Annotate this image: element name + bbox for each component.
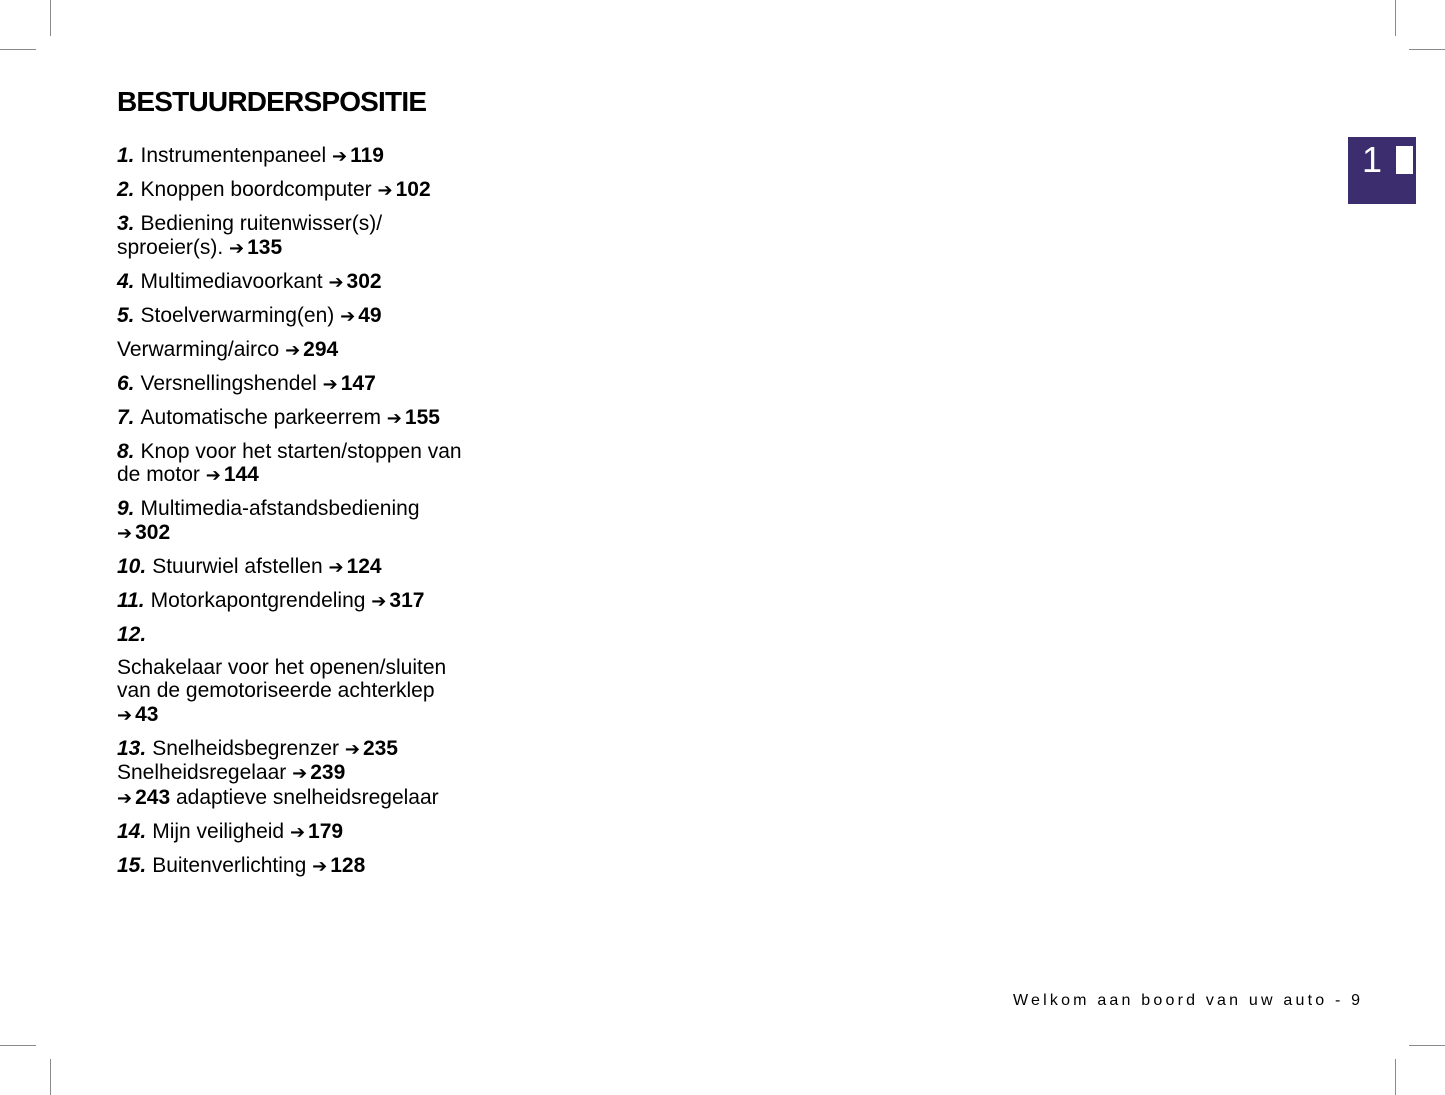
item-number: 10. [117,554,147,578]
item-number: 13. [117,736,147,760]
list-item [117,656,497,728]
list-item [117,623,497,647]
page-reference: 102 [395,178,431,201]
item-label: Buitenverlichting [152,853,313,877]
list-item [117,304,497,329]
arrow-right-icon: ➔ [386,407,402,428]
item-number: 4. [117,269,135,293]
crop-mark-top-left-horizontal [0,49,36,50]
list-item [117,497,497,545]
item-label: Motorkapontgrendeling [150,588,372,612]
page-reference: 235 [362,736,398,760]
item-label: Schakelaar voor het openen/sluiten [117,655,447,679]
page-reference: 155 [404,405,440,429]
list-item [117,212,497,260]
list-item [117,144,497,169]
item-number: 5. [117,303,135,327]
arrow-right-icon: ➔ [344,738,360,759]
page-reference: 144 [223,463,259,486]
item-number: 14. [117,819,147,843]
item-label: Snelheidsregelaar [117,761,293,784]
page-reference: 243 [135,785,171,809]
page-reference: 119 [350,144,384,167]
crop-mark-top-right-vertical [1395,0,1396,36]
list-item [117,555,497,580]
item-label: Stoelverwarming(en) [140,303,341,327]
item-label: Versnellingshendel [140,371,323,395]
item-label: Knop voor het starten/stoppen van [140,439,462,463]
arrow-right-icon: ➔ [328,271,344,292]
crop-mark-bottom-right-vertical [1395,1059,1396,1095]
chapter-tab-notch [1396,146,1413,174]
arrow-right-icon: ➔ [205,465,221,485]
item-label: de motor [117,463,206,486]
arrow-right-icon: ➔ [292,763,308,783]
list-item [117,406,497,431]
item-number: 11. [117,588,145,612]
arrow-right-icon: ➔ [117,704,133,725]
item-label: van de gemotoriseerde achterklep [117,679,435,702]
item-number: 2. [117,178,135,201]
arrow-right-icon: ➔ [371,590,387,611]
item-label: Multimedia-afstandsbediening [140,497,420,520]
arrow-right-icon: ➔ [285,339,301,360]
list-item [117,737,497,811]
crop-mark-bottom-right-horizontal [1409,1045,1445,1046]
arrow-right-icon: ➔ [340,305,356,326]
list-item [117,338,497,363]
arrow-right-icon: ➔ [328,556,344,577]
list-item [117,854,497,879]
item-label: sproeier(s). [117,235,230,259]
page-reference: 124 [346,554,382,578]
page-reference: 302 [135,520,171,544]
list-item [117,178,497,203]
crop-mark-top-right-horizontal [1409,49,1445,50]
page-reference: 239 [310,761,346,784]
list-item [117,372,497,397]
arrow-right-icon: ➔ [229,237,245,258]
item-label-suffix: adaptieve snelheidsregelaar [170,785,439,809]
item-label: Snelheidsbegrenzer [152,736,345,760]
page-footer: Welkom aan boord van uw auto - 9 [1013,992,1364,1009]
item-label: Verwarming/airco [117,337,286,361]
page-reference: 317 [389,588,425,612]
page-reference: 49 [358,303,382,327]
page-reference: 128 [330,853,366,877]
page-reference: 43 [135,702,159,726]
page-reference: 135 [247,235,283,259]
item-label: Mijn veiligheid [152,819,290,843]
item-number: 8. [117,439,135,463]
list-item [117,820,497,845]
item-number: 6. [117,371,135,395]
item-number: 3. [117,212,135,235]
page-reference: 294 [303,337,339,361]
arrow-right-icon: ➔ [322,373,338,394]
chapter-tab-number: 1 [1361,139,1383,180]
arrow-right-icon: ➔ [331,146,348,166]
page-reference: 147 [340,371,376,395]
arrow-right-icon: ➔ [377,180,393,200]
arrow-right-icon: ➔ [117,522,133,543]
list-item [117,270,497,295]
item-number: 7. [117,405,135,429]
item-label: Knoppen boordcomputer [140,178,378,201]
crop-mark-bottom-left-vertical [50,1059,51,1095]
page-reference: 302 [346,269,382,293]
list-item [117,440,497,488]
list-item [117,589,497,614]
item-label: Bediening ruitenwisser(s)/ [140,212,383,235]
crop-mark-top-left-vertical [50,0,51,36]
page-title: BESTUURDERSPOSITIE [117,86,427,117]
crop-mark-bottom-left-horizontal [0,1045,36,1046]
item-label: Multimediavoorkant [140,269,329,293]
item-number: 15. [117,853,147,877]
item-number: 1. [117,144,135,167]
item-number: 9. [117,497,135,520]
item-label: Stuurwiel afstellen [152,554,329,578]
item-number: 12. [117,622,147,646]
entry-list [117,144,497,888]
page-reference: 179 [308,819,344,843]
arrow-right-icon: ➔ [289,821,306,842]
item-label: Automatische parkeerrem [140,405,387,429]
arrow-right-icon: ➔ [117,787,133,808]
item-label: Instrumentenpaneel [140,144,332,167]
arrow-right-icon: ➔ [312,855,328,876]
